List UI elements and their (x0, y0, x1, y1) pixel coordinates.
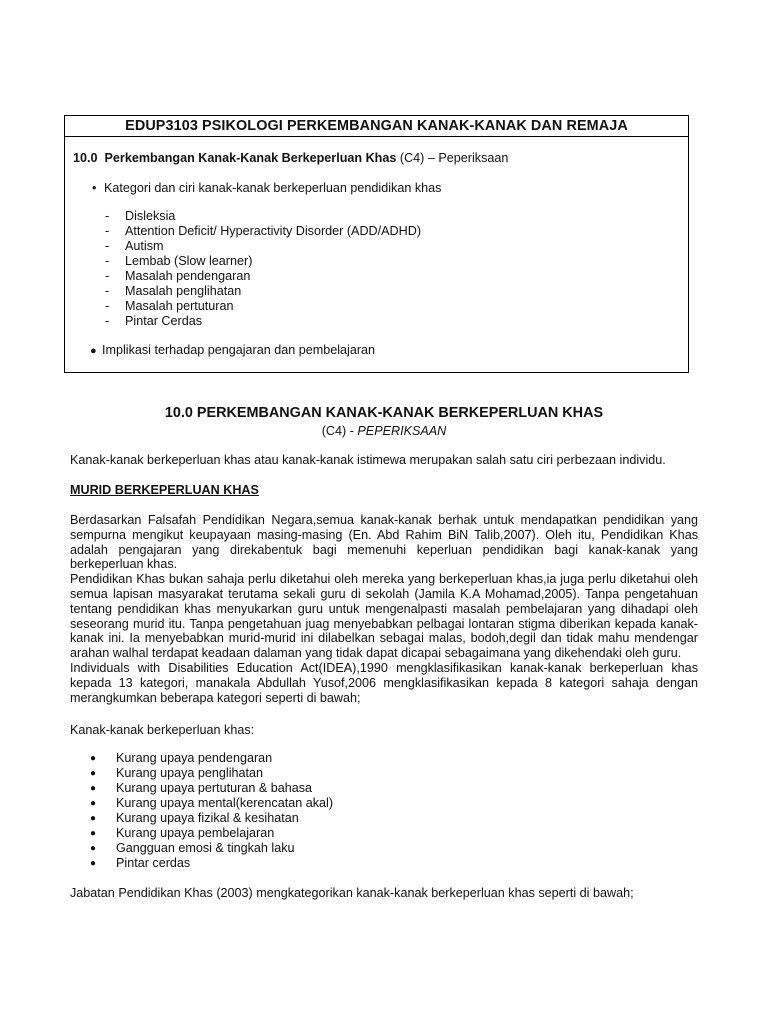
list-item-text: Kurang upaya pertuturan & bahasa (116, 781, 313, 795)
section-subtitle (0, 424, 768, 438)
paragraph-2: Pendidikan Khas bukan sahaja perlu diketahui oleh mereka yang berkeperluan khas,ia juga perlu diketahui oleh semua lapisan masyarakat terutama sekali guru di sekolah (Jamila K.A Mohamad,2005). Tanpa pengetahuan tentang pendidikan khas menyukarkan guru untuk mengenalpasti masalah pembelajaran yang dihadapi oleh seseorang murid itu. Tanpa pengetahuan juag menyebabkan pelbagai lontaran stigma diberikan kepada kanak-kanak ini. Ia menyebabkan murid-murid ini dilabelkan sebagai malas, bodoh,degil dan tidak mahu mendengar arahan walhal terdapat keadaan dalaman yang tidak dapat dicapai sebagaimana yang dikehendaki oleh guru. (70, 572, 698, 661)
kategori-item-text: Masalah penglihatan (125, 284, 242, 298)
paragraph-1: Berdasarkan Falsafah Pendidikan Negara,semua kanak-kanak berhak untuk mendapatkan pendidikan yang sempurna mengikut keupayaan masing-masing (En. Abd Rahim BiN Talib,2007). Oleh itu, Pendidikan Khas adalah pengajaran yang direkabentuk bagi memenuhi keperluan pendidikan bagi kanak-kanak yang berkeperluan khas. (70, 513, 698, 572)
dash-icon: - (105, 314, 110, 328)
bullet-icon: ● (90, 858, 97, 869)
bullet-icon: ● (90, 813, 97, 824)
list-item (90, 856, 333, 871)
topic-assessment: (C4) – Peperiksaan (399, 151, 509, 165)
intro-paragraph: Kanak-kanak berkeperluan khas atau kanak-kanak istimewa merupakan salah satu ciri perbezaan individu. (70, 453, 666, 467)
kategori-item-text: Attention Deficit/ Hyperactivity Disorder (ADD/ADHD) (125, 224, 422, 238)
murid-heading: MURID BERKEPERLUAN KHAS (70, 483, 259, 497)
kategori-item (105, 239, 421, 254)
kategori-line (92, 181, 441, 195)
dash-icon: - (105, 209, 110, 223)
kategori-item (105, 209, 421, 224)
bullet-icon: ● (90, 768, 97, 779)
kategori-item-text: Lembab (Slow learner) (125, 254, 253, 268)
kategori-item (105, 284, 421, 299)
list-item (90, 766, 333, 781)
list-item (90, 781, 333, 796)
dash-icon: - (105, 299, 110, 313)
bullet-icon: ● (90, 798, 97, 809)
topic-number: 10.0 (73, 151, 98, 165)
bullet-icon: ● (90, 753, 97, 764)
list-item-text: Kurang upaya penglihatan (116, 766, 264, 780)
kategori-item (105, 254, 421, 269)
list-item (90, 751, 333, 766)
list-item-text: Pintar cerdas (116, 856, 191, 870)
implikasi-text: Implikasi terhadap pengajaran dan pembelajaran (102, 343, 376, 357)
list-item (90, 811, 333, 826)
bullet-icon: ● (90, 828, 97, 839)
kategori-item-text: Masalah pendengaran (125, 269, 251, 283)
kategori-item-text: Pintar Cerdas (125, 314, 202, 328)
bullet-icon: ● (90, 783, 97, 794)
topic-title: Perkembangan Kanak-Kanak Berkeperluan Khas (104, 151, 397, 165)
section-subtitle-code: (C4) - (321, 424, 358, 438)
bullet-icon: • (92, 181, 97, 195)
implikasi-line (90, 343, 375, 357)
kategori-item (105, 299, 421, 314)
course-title: EDUP3103 PSIKOLOGI PERKEMBANGAN KANAK-KANAK DAN REMAJA (65, 116, 688, 137)
dash-icon: - (105, 224, 110, 238)
list-item (90, 841, 333, 856)
syllabus-box (64, 115, 689, 373)
kategori-item-text: Masalah pertuturan (125, 299, 234, 313)
dash-icon: - (105, 284, 110, 298)
section-subtitle-italic: PEPERIKSAAN (357, 424, 447, 438)
bullet-icon: ● (90, 345, 97, 357)
list-item-text: Kurang upaya pembelajaran (116, 826, 275, 840)
kategori-item (105, 269, 421, 284)
list-item (90, 796, 333, 811)
body-paragraphs (70, 513, 698, 705)
bullet-icon: ● (90, 843, 97, 854)
dash-icon: - (105, 254, 110, 268)
kk-heading: Kanak-kanak berkeperluan khas: (70, 723, 255, 737)
kategori-item (105, 224, 421, 239)
dash-icon: - (105, 239, 110, 253)
kategori-item (105, 314, 421, 329)
kategori-list (105, 209, 421, 329)
jpk-line: Jabatan Pendidikan Khas (2003) mengkategorikan kanak-kanak berkeperluan khas seperti di bawah; (70, 886, 634, 900)
list-item-text: Kurang upaya mental(kerencatan akal) (116, 796, 334, 810)
kategori-text: Kategori dan ciri kanak-kanak berkeperluan pendidikan khas (104, 181, 442, 195)
list-item-text: Kurang upaya pendengaran (116, 751, 273, 765)
list-item (90, 826, 333, 841)
topic-line (73, 151, 508, 165)
list-item-text: Kurang upaya fizikal & kesihatan (116, 811, 299, 825)
kk-list (90, 751, 333, 871)
list-item-text: Gangguan emosi & tingkah laku (116, 841, 295, 855)
section-title: 10.0 PERKEMBANGAN KANAK-KANAK BERKEPERLUAN KHAS (164, 405, 604, 421)
kategori-item-text: Disleksia (125, 209, 176, 223)
kategori-item-text: Autism (125, 239, 164, 253)
dash-icon: - (105, 269, 110, 283)
paragraph-3: Individuals with Disabilities Education Act(IDEA),1990 mengklasifikasikan kanak-kanak berkeperluan khas kepada 13 kategori, manakala Abdullah Yusof,2006 mengklasifikasikan kepada 8 kategori sahaja dengan merangkumkan beberapa kategori seperti di bawah; (70, 660, 698, 705)
